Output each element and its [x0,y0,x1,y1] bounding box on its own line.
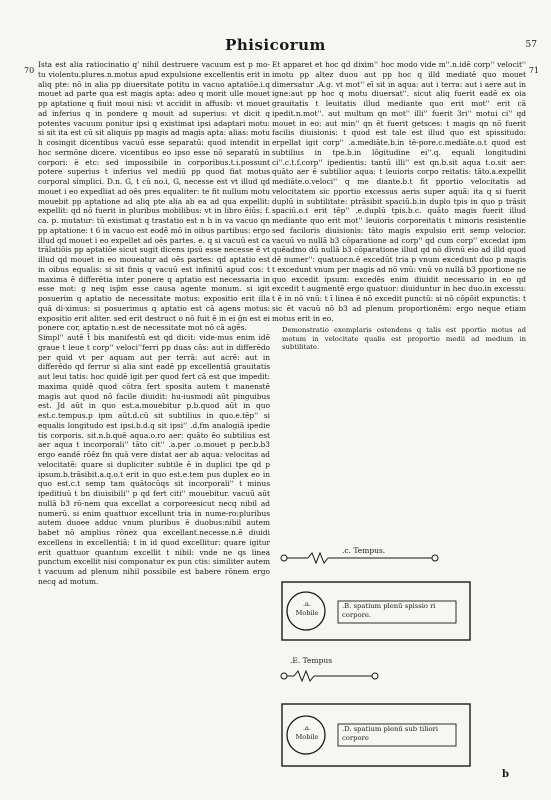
time-label-e: .E. Tempus [290,656,333,665]
right-column [272,60,526,359]
running-title: Phisicorum [225,36,326,54]
diagram-caption: Demonstratio exemplaris ostendens q talis est pportio motus ad motum in velocitate qualis est proportio medii ad medium in subtilitate. [282,326,526,352]
mobile-label-a2: .a. Mobile [295,724,319,741]
left-paragraph-1: Ista est alia ratiocinatio q' nihil destruere vacuum est p mo- tu violentu.plures.n.motus apud expulsione excellentis erit in aliq pte: nō in alia pp diuersitate potitu in vacuo aptatiōe.i.q mouet ad parte qua est magis apta: adeo q morit ulle mouet pp aptatione q fiuit moui nisi: vt accidit in affusib: vt mouet ad inferius q in pondere q mouit ad superius: vt dicit q potentes vacuum ponitur ipsi q existimat ipsi adaptari motu: si sit ita est cū sit aliquis pp magis ad magis apta: alias: motu h cosingit dicentibus vacuū esse separatū: quod intendit in hoc sermōne dicere. vicentibus eo ipso esse nō separatū in corpori: ē etc: sed impossibile in corporibus.t.i.possunt potere superius t inferius vel mediū pp quod fiat motus corporal simplici. D.n. G, t cū no.i, G, necesse est vt illud qd mouet i eo expedliat ad oēs pres equaliter: te fit nullum motu mouebit pp aptatione ad aliq pte alia ab ea ad qua expellit: expellit: qd nō fuerit in pluribus mobilibus: vt in libro ēiūs: f. ca. p. mutatur: tū existimat q trastatio est n h in va vacuo qn pp aptatione: t 6 in vacuo est eodē mō in oibus partibus: ergo illud qd mouet i eo expellet ad oēs partes. e. q si vacuū est ca trālatiōis pp aptatiōe sicut sugit dicens ipsū esse necesse ē vt illud qd mouet in eo moueatur ad oēs partes: qd aptatio est in oibus equalis: si sit finis q vacuū est infinitū apud cos: t maxima ē differētia inter ponere q aptatio est necessaria in esse mot: g neq isp̄m esse causa agente monum. si igit posuerim q aptatio de necessitate motus: expositio erit illa quā di-ximus: si posuerimus q aptatio est cā agens motus: expositio erit aliter. sed erit destruct o nō fuit ē in ei ḡn est ei ponere cor, aptatio n.est de necessitate mot nō cā agēs. [38,60,270,333]
left-paragraph-2: Simpl'' autē t̄ bis manifestū est qd dicit: vide-mus enim idē graue t leue t corp'' veloci''ferri pp duas cās: aut in differēdo per quid vt per aquam aut per terrā: aut acrē: aut in differēdo qd ferrur si alia sint eadē pp excellentiā grauitatis aut leui tatis: hoc quidē igit per quod fert cā est que impedit: maxima quidē quod cōtra fert sposita autem t manenstē magis aut quod nō facile diuidit: hu-iusmodi aūt pinguibus est. Jd aūt in quo est.a.mouebitur p.b.quod aūt in quo est.c.tempus.p ipm aūt.d.cū sit subtilius in quo.e.tēp'' si equalis longitudo est ipsi.b.d.q sit ipsi'' .d.fm analogiā ipedie tis corporis. sit.n.b.quē aqua.o.ro aer: quāto ēo subtilius est aer aqua t incorporali'' tāto cit'' .a.per .o.mouet p per.b.b3 ergo eandē rōēz fm quā vere distat aer ab aqua: velocitas ad velocitatē: quare si dupliciter subtile ē in duplici tpe qd p ipsum.b.trāsibit.a.q.o.t erit in quo est.e.tem pus duplex eo in quo est.c.t semp tam quātocūqs sit incorporali'' t minus ipeditiuū t bn diuisibili'' p qd fert citi'' mouebitur. vacuū aūt nullā b3 rō-nem qua excellat a corporeesicut necq nibil ad numerū. si enim quattuor excellunt tria in nume-ro:pluribus autem duoee adduc vnum pluribus ē duobus:nibil autem babet nō amplius rōnez qua excellant.necesse.n.ē diuidi excellens in excellentiā: t in id quod excellitur: quare igitur erit quattuor quantum excellit t nibil: vnde ne qs linea punctum excellit nisi componatur ex pun ctis: similiter autem t vacuum ad plenum nihil possibile est babere rōnem ergo necq ad motum. [38,333,270,586]
signature-mark: b [502,769,509,780]
mobile-label-a: .a. Mobile [295,600,319,617]
time-segment-e [281,671,378,681]
leaf-number-right: 71 [528,66,539,75]
folio-number: 57 [525,40,537,50]
space-label-b: .B. spatium plenū spissio ri corpore. [342,602,436,619]
right-paragraph-1: Et apparet et hoc qd dixim'' hoc modo vide m''.n.idē corp'' velocit'' imotu pp altez duou aut pp hoc q illd mediatē quo mouet dimersatur .A.g. vt mot'' eī sit in aqua: aut i terra: aut i aere aut in igne:aut pp hoc q motu diuersat''. sicut aliq fuerit eadē ex oia grauitatis t leuitatis illud mediante quo erit mot'' erit cā ipedit.n.mot''. aut multum qn mot'' illi'' fuerit 3ri'' motui ci'' qd mouet in eo: aut min'' qn ēt fuerit getsces: t magis qn nō fuerit facilis diuisionis: t quod est tale est illud quo est spissitudo: erpellat igit corp'' .a.mediāte.b.in tē-pore.c.mediāte.o.t quod est subtilius in tpe.b.in lōgitudine ei''.q. equali longitudini ci''.c.t.f.corp'' ipedientis: tantū illi'' est qn.b.sit aqua t.o.sit aer: quāto aer ē subtilior aqua: t leuioris corpo reitatis: tāto.a.expellit mediāte.o.veloci'' q me diante.b.t fit pportio velocitatis ad velocitatem sic pportio excessus aeris super aquā: ita q si fuerit duplū in subtilitate: ptrāsibit spaciū.b.in duplo tpis in quo p trāsit spaciū.o.t erit tēp'' .e.duplū tpis.b.c. quāto magis fuerit illud mediante quo erit mot'' leuioris corporeitatis t minoris resistentie sed faciloris diuisionis: tāto magis expulsio erit semp velocior. vacuū vo nullā b3 cōparatione ad corp'' qd cum corp'' excedat ipm quēadmo dū nullā b3 cōparatione illud qd nō dīvnū eio ad illd quod dē numer'': quatuor.n.ē excedūt tria p vnum excedunt duo p magis t excedunt vnum per magis ad nō vnū: vnū vo nullā b3 pportione ne quo excedit ipsum: excedēs enim diuidit necessario in eo qd excedit t augmentē ergo quatuor: diuiduntur in hec duo.in excessu: t ē in nō vnū: t ī linea ē nō excedit punctū: si nō cōpōit expunctis: t sic ēt vacuū nō b3 ad plenum proportionēm: ergo neque etiam motus erit in eo. [272,60,526,323]
diagram-thin-medium [272,656,532,776]
left-column [38,60,270,587]
leaf-number-left: 70 [24,66,35,75]
space-label-d: .D. spatium plenū sub tiliori corpore [342,725,439,742]
time-label-c: .c. Tempus. [342,546,386,555]
diagram-thin-medium-drawing [272,656,532,776]
diagram-thick-medium [272,544,532,656]
